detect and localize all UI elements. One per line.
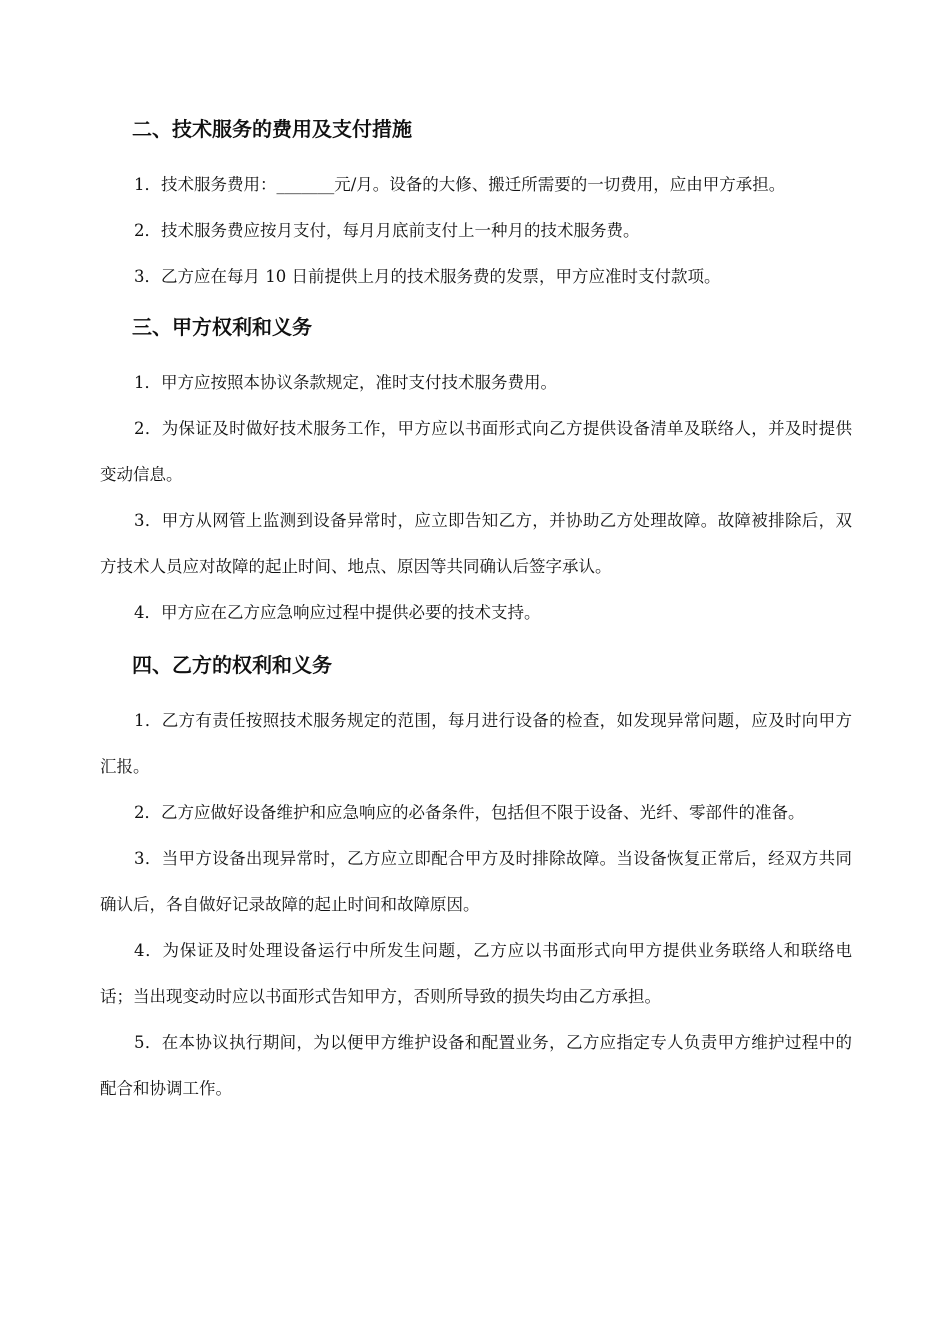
clause: 2．技术服务费应按月支付，每月月底前支付上一种月的技术服务费。 [134, 221, 640, 240]
clause: 1．技术服务费用：_______元/月。设备的大修、搬迁所需要的一切费用，应由甲方承担。 [134, 175, 786, 194]
clause: 3．甲方从网管上监测到设备异常时，应立即告知乙方，并协助乙方处理故障。故障被排除后，双方技术人员应对故障的起止时间、地点、原因等共同确认后签字承认。 [100, 511, 852, 576]
clause: 3．当甲方设备出现异常时，乙方应立即配合甲方及时排除故障。当设备恢复正常后，经双方共同确认后，各自做好记录故障的起止时间和故障原因。 [100, 849, 852, 914]
clause: 1．乙方有责任按照技术服务规定的范围，每月进行设备的检查，如发现异常问题，应及时向甲方汇报。 [100, 711, 852, 776]
clause: 2．乙方应做好设备维护和应急响应的必备条件，包括但不限于设备、光纤、零部件的准备。 [134, 803, 805, 822]
clause: 1．甲方应按照本协议条款规定，准时支付技术服务费用。 [134, 373, 557, 392]
section-heading: 四、乙方的权利和义务 [132, 653, 332, 677]
clause: 4．甲方应在乙方应急响应过程中提供必要的技术支持。 [134, 603, 541, 622]
section-heading: 三、甲方权利和义务 [132, 315, 312, 339]
document-page [100, 114, 852, 1112]
section-party-b [100, 650, 852, 1112]
clause: 3．乙方应在每月 10 日前提供上月的技术服务费的发票，甲方应准时支付款项。 [134, 267, 721, 286]
clause: 2．为保证及时做好技术服务工作，甲方应以书面形式向乙方提供设备清单及联络人，并及时提供变动信息。 [100, 419, 852, 484]
section-heading: 二、技术服务的费用及支付措施 [132, 117, 412, 141]
clause: 4．为保证及时处理设备运行中所发生问题，乙方应以书面形式向甲方提供业务联络人和联络电话；当出现变动时应以书面形式告知甲方，否则所导致的损失均由乙方承担。 [100, 941, 852, 1006]
section-party-a [100, 312, 852, 636]
section-fees [100, 114, 852, 300]
clause: 5．在本协议执行期间，为以便甲方维护设备和配置业务，乙方应指定专人负责甲方维护过程中的配合和协调工作。 [100, 1033, 852, 1098]
